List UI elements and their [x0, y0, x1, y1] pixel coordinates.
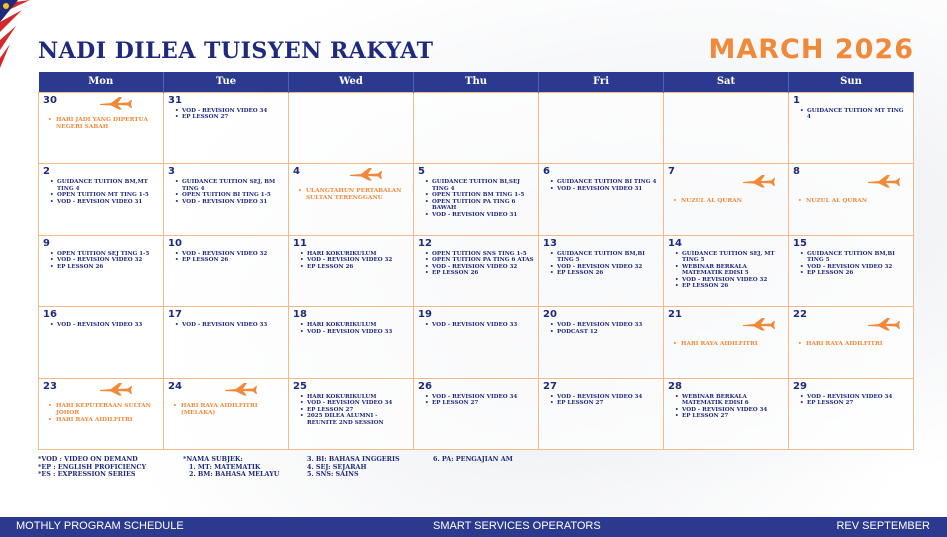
calendar-grid — [38, 72, 914, 450]
day-number: 12 — [418, 237, 432, 249]
calendar-day-cell — [289, 164, 414, 236]
weekday-header-row — [39, 72, 914, 92]
day-number: 31 — [168, 94, 182, 106]
holiday-item: • HARI RAYA AIDILFITRI (MELAKA) — [173, 403, 284, 417]
holiday-list — [793, 198, 909, 205]
footer-bar — [0, 517, 947, 537]
holiday-list — [43, 117, 159, 131]
event-item: • EP LESSON 26 — [800, 270, 909, 277]
event-item: • VOD - REVISION VIDEO 34 — [550, 394, 659, 401]
event-list — [43, 251, 159, 271]
calendar-day-cell — [539, 235, 664, 307]
airplane-icon — [867, 174, 901, 188]
day-number: 18 — [293, 309, 307, 320]
event-item: • GUIDANCE TUITION BI,SEJ TING 4 — [425, 179, 534, 192]
calendar-day-cell — [414, 378, 539, 450]
event-list — [543, 251, 659, 277]
calendar-day-cell — [164, 92, 289, 164]
calendar-day-cell — [414, 307, 539, 379]
holiday-item: • HARI KEPUTERAAN SULTAN JOHOR — [48, 403, 159, 417]
event-item: • GUIDANCE TUITION SEJ, MT TING 5 — [675, 251, 784, 264]
calendar-day-cell — [39, 235, 164, 307]
calendar-empty-cell — [664, 92, 789, 164]
airplane-icon — [224, 382, 258, 396]
event-item: • WEBINAR BERKALA MATEMATIK EDISI 6 — [675, 394, 784, 407]
day-number: 14 — [668, 237, 682, 249]
legend-item: 1. MT: MATEMATIK — [189, 462, 261, 471]
calendar-day-cell — [164, 235, 289, 307]
event-list — [543, 179, 659, 192]
calendar-empty-cell — [289, 92, 414, 164]
event-item: • EP LESSON 27 — [300, 407, 409, 414]
airplane-icon — [99, 382, 133, 396]
event-item: • OPEN TUITION PA TING 6 ATAS — [425, 257, 534, 264]
day-number: 25 — [293, 380, 307, 392]
event-list — [293, 251, 409, 271]
day-number: 21 — [668, 309, 682, 320]
event-item: • VOD - REVISION VIDEO 33 — [50, 322, 159, 329]
day-number: 24 — [168, 380, 182, 392]
event-item: • EP LESSON 26 — [50, 264, 159, 271]
event-item: • VOD - REVISION VIDEO 33 — [175, 322, 284, 329]
event-item: • VOD - REVISION VIDEO 34 — [175, 108, 284, 115]
holiday-item: • NUZUL AL QURAN — [798, 198, 909, 205]
event-item: • GUIDANCE TUITION BI TING 4 — [550, 179, 659, 186]
event-item: • VOD - REVISION VIDEO 31 — [50, 199, 159, 206]
event-item: • EP LESSON 26 — [425, 270, 534, 277]
day-number: 2 — [43, 166, 50, 177]
event-list — [418, 322, 534, 329]
weekday-header: Mon — [39, 72, 164, 92]
event-list — [168, 108, 284, 121]
legend-item: *EP : ENGLISH PROFICIENCY — [38, 462, 147, 471]
page-title: NADI DILEA TUISYEN RAKYAT — [38, 38, 434, 64]
malaysia-flag-corner — [0, 0, 34, 80]
holiday-list — [43, 403, 159, 424]
event-list — [418, 179, 534, 219]
holiday-list — [668, 198, 784, 205]
day-number: 22 — [793, 309, 807, 320]
event-item: • VOD - REVISION VIDEO 34 — [425, 394, 534, 401]
event-list — [668, 394, 784, 420]
calendar-day-cell — [539, 307, 664, 379]
airplane-icon — [99, 96, 133, 110]
calendar-day-cell — [789, 164, 914, 236]
calendar-day-cell — [414, 235, 539, 307]
event-item: • VOD - REVISION VIDEO 34 — [800, 394, 909, 401]
footer-left-text: MOTHLY PROGRAM SCHEDULE — [16, 520, 184, 532]
day-number: 28 — [668, 380, 682, 392]
event-list — [418, 394, 534, 407]
event-item: • GUIDANCE TUITION BM,MT TING 4 — [50, 179, 159, 192]
event-item: • OPEN TUITION BI TING 1-5 — [175, 192, 284, 199]
day-number: 9 — [43, 237, 50, 249]
weekday-header: Sat — [664, 72, 789, 92]
legend-subjects-title: *NAMA SUBJEK: — [183, 455, 243, 463]
day-number: 23 — [43, 380, 57, 392]
event-item: • GUIDANCE TUITION SEJ, BM TING 4 — [175, 179, 284, 192]
calendar-day-cell — [289, 378, 414, 450]
event-item: • EP LESSON 26 — [300, 264, 409, 271]
day-number: 10 — [168, 237, 182, 249]
event-item: • OPEN TUITION SNS TING 1-5 — [425, 251, 534, 258]
event-list — [43, 322, 159, 329]
calendar-day-cell — [789, 307, 914, 379]
calendar-day-cell — [414, 164, 539, 236]
day-number: 29 — [793, 380, 807, 392]
calendar-day-cell — [39, 164, 164, 236]
event-item: • EP LESSON 27 — [425, 400, 534, 407]
day-number: 5 — [418, 166, 425, 177]
event-list — [793, 394, 909, 407]
calendar-day-cell — [539, 164, 664, 236]
weekday-header: Wed — [289, 72, 414, 92]
event-item: • VOD - REVISION VIDEO 31 — [550, 186, 659, 193]
legend-item: 2. BM: BAHASA MELAYU — [189, 470, 280, 479]
day-number: 8 — [793, 166, 800, 177]
legend-item: 6. PA: PENGAJIAN AM — [433, 455, 513, 463]
legend-item: 5. SNS: SAINS — [307, 470, 359, 479]
day-number: 4 — [293, 166, 300, 177]
calendar-day-cell — [664, 378, 789, 450]
legend-subjects-3 — [433, 456, 513, 464]
calendar-day-cell — [39, 92, 164, 164]
day-number: 3 — [168, 166, 175, 177]
event-item: • OPEN TUITION BM TING 1-5 — [425, 192, 534, 199]
calendar-day-cell — [664, 235, 789, 307]
event-item: • EP LESSON 27 — [675, 413, 784, 420]
event-item: • HARI KOKURIKULUM — [300, 322, 409, 329]
day-number: 19 — [418, 309, 432, 320]
event-item: • VOD - REVISION VIDEO 32 — [175, 251, 284, 258]
event-item: • VOD - REVISION VIDEO 32 — [425, 264, 534, 271]
airplane-icon — [742, 317, 776, 331]
event-item: • VOD - REVISION VIDEO 32 — [50, 257, 159, 264]
calendar-day-cell — [664, 307, 789, 379]
legend-item: 4. SEJ: SEJARAH — [307, 462, 367, 471]
event-item: • EP LESSON 26 — [550, 270, 659, 277]
event-item: • EP LESSON 26 — [675, 283, 784, 290]
airplane-icon — [742, 174, 776, 188]
calendar-day-cell — [39, 378, 164, 450]
event-item: • VOD - REVISION VIDEO 33 — [425, 322, 534, 329]
event-list — [793, 251, 909, 277]
event-item: • VOD - REVISION VIDEO 31 — [175, 199, 284, 206]
calendar-day-cell — [789, 235, 914, 307]
event-item: • VOD - REVISION VIDEO 33 — [550, 322, 659, 329]
calendar-day-cell — [289, 235, 414, 307]
event-item: • EP LESSON 26 — [175, 257, 284, 264]
legend-subjects-2 — [307, 456, 400, 479]
calendar-day-cell — [289, 307, 414, 379]
event-item: • OPEN TUITION MT TING 1-5 — [50, 192, 159, 199]
holiday-list — [293, 188, 409, 202]
day-number: 17 — [168, 309, 182, 320]
event-list — [293, 394, 409, 427]
calendar-day-cell — [789, 92, 914, 164]
holiday-item: • NUZUL AL QURAN — [673, 198, 784, 205]
calendar-empty-cell — [414, 92, 539, 164]
footer-center-text: SMART SERVICES OPERATORS — [433, 520, 601, 532]
airplane-icon — [349, 167, 383, 181]
event-item: • EP LESSON 27 — [175, 114, 284, 121]
calendar-week-row — [39, 92, 914, 164]
day-number: 6 — [543, 166, 550, 177]
event-item: • VOD - REVISION VIDEO 34 — [300, 400, 409, 407]
calendar-day-cell — [789, 378, 914, 450]
event-item: • VOD - REVISION VIDEO 33 — [300, 329, 409, 336]
calendar-week-row — [39, 378, 914, 450]
calendar-empty-cell — [539, 92, 664, 164]
calendar-day-cell — [164, 378, 289, 450]
legend-subjects-1 — [183, 456, 279, 479]
event-item: • PODCAST 12 — [550, 329, 659, 336]
event-item: • GUIDANCE TUITION BM,BI TING 5 — [800, 251, 909, 264]
holiday-list — [793, 341, 909, 348]
event-list — [543, 394, 659, 407]
calendar-week-row — [39, 164, 914, 236]
day-number: 30 — [43, 94, 57, 106]
legend-item: 3. BI: BAHASA INGGERIS — [307, 455, 400, 463]
legend-item: *VOD : VIDEO ON DEMAND — [38, 455, 138, 463]
day-number: 20 — [543, 309, 557, 320]
event-list — [168, 322, 284, 329]
holiday-item: • ULANGTAHUN PERTABALAN SULTAN TERENGGANU — [298, 188, 409, 202]
event-item: • EP LESSON 27 — [800, 400, 909, 407]
weekday-header: Tue — [164, 72, 289, 92]
event-item: • GUIDANCE TUITION MT TING 4 — [800, 108, 909, 121]
event-list — [793, 108, 909, 121]
airplane-icon — [867, 317, 901, 331]
calendar-week-row — [39, 307, 914, 379]
holiday-item: • HARI JADI YANG DIPERTUA NEGERI SABAH — [48, 117, 159, 131]
event-list — [543, 322, 659, 335]
holiday-list — [168, 403, 284, 417]
holiday-item: • HARI RAYA AIDILFITRI — [798, 341, 909, 348]
day-number: 26 — [418, 380, 432, 392]
calendar-day-cell — [39, 307, 164, 379]
calendar-day-cell — [164, 307, 289, 379]
footer-right-text: REV SEPTEMBER — [836, 520, 930, 532]
holiday-item: • HARI RAYA AIDILFITRI — [48, 417, 159, 424]
day-number: 15 — [793, 237, 807, 249]
day-number: 11 — [293, 237, 307, 249]
calendar-day-cell — [664, 164, 789, 236]
holiday-list — [668, 341, 784, 348]
event-item: • VOD - REVISION VIDEO 32 — [300, 257, 409, 264]
event-item: • VOD - REVISION VIDEO 32 — [550, 264, 659, 271]
event-item: • VOD - REVISION VIDEO 31 — [425, 212, 534, 219]
event-item: • GUIDANCE TUITION BM,BI TING 5 — [550, 251, 659, 264]
event-item: • EP LESSON 27 — [550, 400, 659, 407]
day-number: 7 — [668, 166, 675, 177]
event-item: • OPEN TUITION SEJ TING 1-5 — [50, 251, 159, 258]
event-item: • 2025 DILEA ALUMNI - REUNITE 2ND SESSION — [300, 413, 409, 426]
legend-item: *ES : EXPRESSION SERIES — [38, 470, 136, 479]
event-item: • VOD - REVISION VIDEO 32 — [675, 277, 784, 284]
day-number: 13 — [543, 237, 557, 249]
weekday-header: Thu — [414, 72, 539, 92]
holiday-item: • HARI RAYA AIDILFITRI — [673, 341, 784, 348]
day-number: 27 — [543, 380, 557, 392]
legend-abbreviations — [38, 456, 146, 479]
day-number: 16 — [43, 309, 57, 320]
event-item: • VOD - REVISION VIDEO 34 — [675, 407, 784, 414]
event-list — [168, 179, 284, 205]
event-list — [43, 179, 159, 205]
event-list — [168, 251, 284, 264]
calendar-week-row — [39, 235, 914, 307]
month-title: MARCH 2026 — [708, 34, 914, 65]
event-list — [293, 322, 409, 335]
event-item: • HARI KOKURIKULUM — [300, 394, 409, 401]
calendar-day-cell — [164, 164, 289, 236]
event-item: • HARI KOKURIKULUM — [300, 251, 409, 258]
event-item: • VOD - REVISION VIDEO 32 — [800, 264, 909, 271]
day-number: 1 — [793, 94, 800, 106]
event-item: • WEBINAR BERKALA MATEMATIK EDISI 5 — [675, 264, 784, 277]
event-list — [418, 251, 534, 277]
calendar-day-cell — [539, 378, 664, 450]
event-list — [668, 251, 784, 291]
weekday-header: Sun — [789, 72, 914, 92]
event-item: • OPEN TUITION PA TING 6 BAWAH — [425, 199, 534, 212]
weekday-header: Fri — [539, 72, 664, 92]
